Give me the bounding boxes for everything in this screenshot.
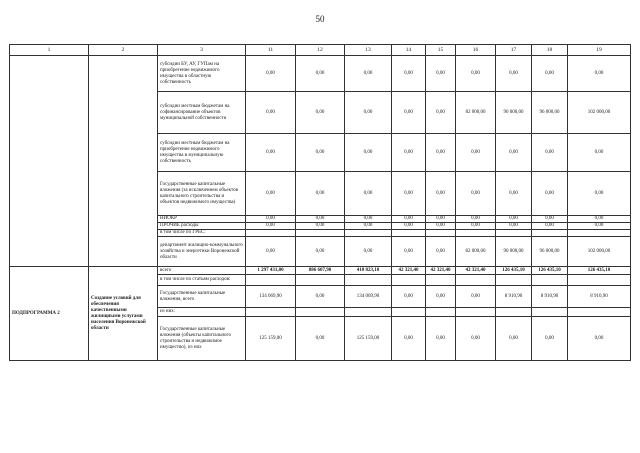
value-cell: 0,00 <box>296 216 345 223</box>
value-cell: 0,00 <box>426 216 456 223</box>
column-header: 17 <box>496 45 532 56</box>
value-cell: 0,00 <box>392 286 426 308</box>
value-cell: 0,00 <box>496 317 532 361</box>
value-cell: 0,00 <box>426 237 456 267</box>
value-cell: 0,00 <box>345 56 392 92</box>
empty-cell <box>89 56 158 267</box>
value-cell <box>426 275 456 286</box>
value-cell <box>392 308 426 317</box>
value-cell <box>296 230 345 237</box>
value-cell: 0,00 <box>392 56 426 92</box>
value-cell: 0,00 <box>456 56 496 92</box>
value-cell: 42 321,40 <box>456 267 496 275</box>
value-cell <box>296 275 345 286</box>
value-cell <box>568 230 631 237</box>
value-cell: 0,00 <box>296 56 345 92</box>
value-cell: 0,00 <box>345 237 392 267</box>
value-cell: 8 910,90 <box>532 286 568 308</box>
row-description: из них: <box>158 308 246 317</box>
table-row <box>10 56 631 92</box>
row-description: в том числе по статьям расходов: <box>158 275 246 286</box>
value-cell: 0,00 <box>426 172 456 216</box>
column-header: 13 <box>345 45 392 56</box>
value-cell <box>496 308 532 317</box>
value-cell <box>532 308 568 317</box>
value-cell: 1 297 431,00 <box>246 267 296 275</box>
value-cell: 0,00 <box>496 216 532 223</box>
value-cell <box>392 230 426 237</box>
column-header: 12 <box>296 45 345 56</box>
value-cell: 0,00 <box>345 216 392 223</box>
value-cell: 0,00 <box>568 223 631 230</box>
value-cell: 0,00 <box>345 223 392 230</box>
value-cell <box>246 275 296 286</box>
value-cell <box>496 275 532 286</box>
row-description: субсидии местным бюджетам на софинансирование объектов муниципальной собственности <box>158 92 246 134</box>
value-cell: 0,00 <box>296 223 345 230</box>
row-description: НИОКР <box>158 216 246 223</box>
value-cell <box>392 275 426 286</box>
column-header: 16 <box>456 45 496 56</box>
value-cell: 126 435,10 <box>568 267 631 275</box>
value-cell: 82 000,00 <box>456 237 496 267</box>
value-cell: 0,00 <box>246 223 296 230</box>
column-header: 11 <box>246 45 296 56</box>
value-cell: 42 321,40 <box>392 267 426 275</box>
value-cell: 0,00 <box>392 223 426 230</box>
value-cell: 0,00 <box>392 172 426 216</box>
value-cell: 0,00 <box>496 223 532 230</box>
row-description: всего <box>158 267 246 275</box>
column-header: 1 <box>10 45 89 56</box>
value-cell: 0,00 <box>345 134 392 172</box>
value-cell <box>456 308 496 317</box>
page-number: 50 <box>315 14 325 24</box>
value-cell: 0,00 <box>392 216 426 223</box>
value-cell: 125 159,00 <box>246 317 296 361</box>
value-cell: 0,00 <box>532 216 568 223</box>
value-cell <box>345 275 392 286</box>
row-description: Государственные капитальные вложения (за исключением объектов капитального строительства и объектов недвижимого имущества) <box>158 172 246 216</box>
value-cell: 0,00 <box>246 56 296 92</box>
value-cell: 0,00 <box>426 92 456 134</box>
column-header: 2 <box>89 45 158 56</box>
empty-cell <box>10 56 89 267</box>
value-cell: 126 435,10 <box>532 267 568 275</box>
value-cell: 0,00 <box>296 92 345 134</box>
value-cell: 0,00 <box>456 317 496 361</box>
value-cell: 0,00 <box>345 92 392 134</box>
value-cell: 0,00 <box>426 56 456 92</box>
value-cell <box>568 275 631 286</box>
value-cell: 90 000,00 <box>496 237 532 267</box>
value-cell: 0,00 <box>568 317 631 361</box>
value-cell: 0,00 <box>532 172 568 216</box>
value-cell: 0,00 <box>456 134 496 172</box>
value-cell <box>456 275 496 286</box>
budget-table <box>9 44 631 361</box>
value-cell: 0,00 <box>296 172 345 216</box>
value-cell: 0,00 <box>296 317 345 361</box>
column-header: 15 <box>426 45 456 56</box>
value-cell: 0,00 <box>426 286 456 308</box>
header-row <box>10 45 631 56</box>
subprogram-name: Создание условий для обеспечения качественными жилищными услугами населения Воронежской области <box>89 267 158 361</box>
value-cell: 0,00 <box>392 134 426 172</box>
value-cell: 0,00 <box>296 286 345 308</box>
value-cell: 0,00 <box>568 134 631 172</box>
value-cell: 42 321,40 <box>426 267 456 275</box>
value-cell <box>568 308 631 317</box>
column-header: 18 <box>532 45 568 56</box>
value-cell: 0,00 <box>532 223 568 230</box>
value-cell: 96 000,00 <box>532 92 568 134</box>
row-description: Государственные капитальные вложения, всего <box>158 286 246 308</box>
value-cell: 0,00 <box>456 216 496 223</box>
value-cell: 102 000,00 <box>568 92 631 134</box>
value-cell <box>345 230 392 237</box>
value-cell: 134 069,90 <box>246 286 296 308</box>
row-description: Государственные капитальные вложения (объекты капитального строительства и недвижимое имущество), из них <box>158 317 246 361</box>
value-cell: 0,00 <box>496 172 532 216</box>
value-cell: 125 159,00 <box>345 317 392 361</box>
value-cell: 0,00 <box>426 134 456 172</box>
value-cell: 0,00 <box>532 317 568 361</box>
value-cell: 0,00 <box>456 172 496 216</box>
value-cell <box>296 308 345 317</box>
value-cell: 410 823,10 <box>345 267 392 275</box>
value-cell: 0,00 <box>532 56 568 92</box>
value-cell: 0,00 <box>568 56 631 92</box>
value-cell: 0,00 <box>345 172 392 216</box>
value-cell: 8 910,90 <box>496 286 532 308</box>
value-cell <box>246 308 296 317</box>
row-description: ПРОЧИЕ расходы <box>158 223 246 230</box>
value-cell: 0,00 <box>568 172 631 216</box>
value-cell: 8 910,90 <box>568 286 631 308</box>
value-cell <box>532 230 568 237</box>
row-description: департамент жилищно-коммунального хозяйства и энергетики Воронежской области <box>158 237 246 267</box>
value-cell: 0,00 <box>568 216 631 223</box>
value-cell: 0,00 <box>392 237 426 267</box>
value-cell <box>456 230 496 237</box>
value-cell: 0,00 <box>426 223 456 230</box>
value-cell: 0,00 <box>296 237 345 267</box>
row-description: субсидии местным бюджетам на приобретение недвижимого имущества в муниципальную собственность <box>158 134 246 172</box>
value-cell <box>426 230 456 237</box>
value-cell: 0,00 <box>246 172 296 216</box>
value-cell <box>496 230 532 237</box>
value-cell: 0,00 <box>532 134 568 172</box>
value-cell: 0,00 <box>392 92 426 134</box>
value-cell: 90 000,00 <box>496 92 532 134</box>
row-description: субсидии БУ, АУ, ГУПам на приобретение недвижимого имущества в областную собственность <box>158 56 246 92</box>
value-cell: 102 000,00 <box>568 237 631 267</box>
value-cell: 0,00 <box>246 237 296 267</box>
value-cell: 0,00 <box>456 223 496 230</box>
value-cell: 0,00 <box>246 216 296 223</box>
value-cell: 0,00 <box>426 317 456 361</box>
value-cell: 134 069,90 <box>345 286 392 308</box>
value-cell <box>246 230 296 237</box>
value-cell: 0,00 <box>496 56 532 92</box>
value-cell: 82 000,00 <box>456 92 496 134</box>
value-cell: 0,00 <box>296 134 345 172</box>
value-cell: 0,00 <box>246 92 296 134</box>
value-cell: 0,00 <box>456 286 496 308</box>
value-cell: 126 435,10 <box>496 267 532 275</box>
value-cell <box>426 308 456 317</box>
value-cell: 0,00 <box>246 134 296 172</box>
value-cell: 886 607,90 <box>296 267 345 275</box>
column-header: 19 <box>568 45 631 56</box>
table-row <box>10 267 631 275</box>
value-cell: 96 000,00 <box>532 237 568 267</box>
column-header: 3 <box>158 45 246 56</box>
value-cell <box>532 275 568 286</box>
row-description: в том числе по ГРБС: <box>158 230 246 237</box>
subprogram-code: ПОДПРОГРАММА 2 <box>10 267 89 361</box>
value-cell: 0,00 <box>392 317 426 361</box>
column-header: 14 <box>392 45 426 56</box>
value-cell <box>345 308 392 317</box>
value-cell: 0,00 <box>496 134 532 172</box>
